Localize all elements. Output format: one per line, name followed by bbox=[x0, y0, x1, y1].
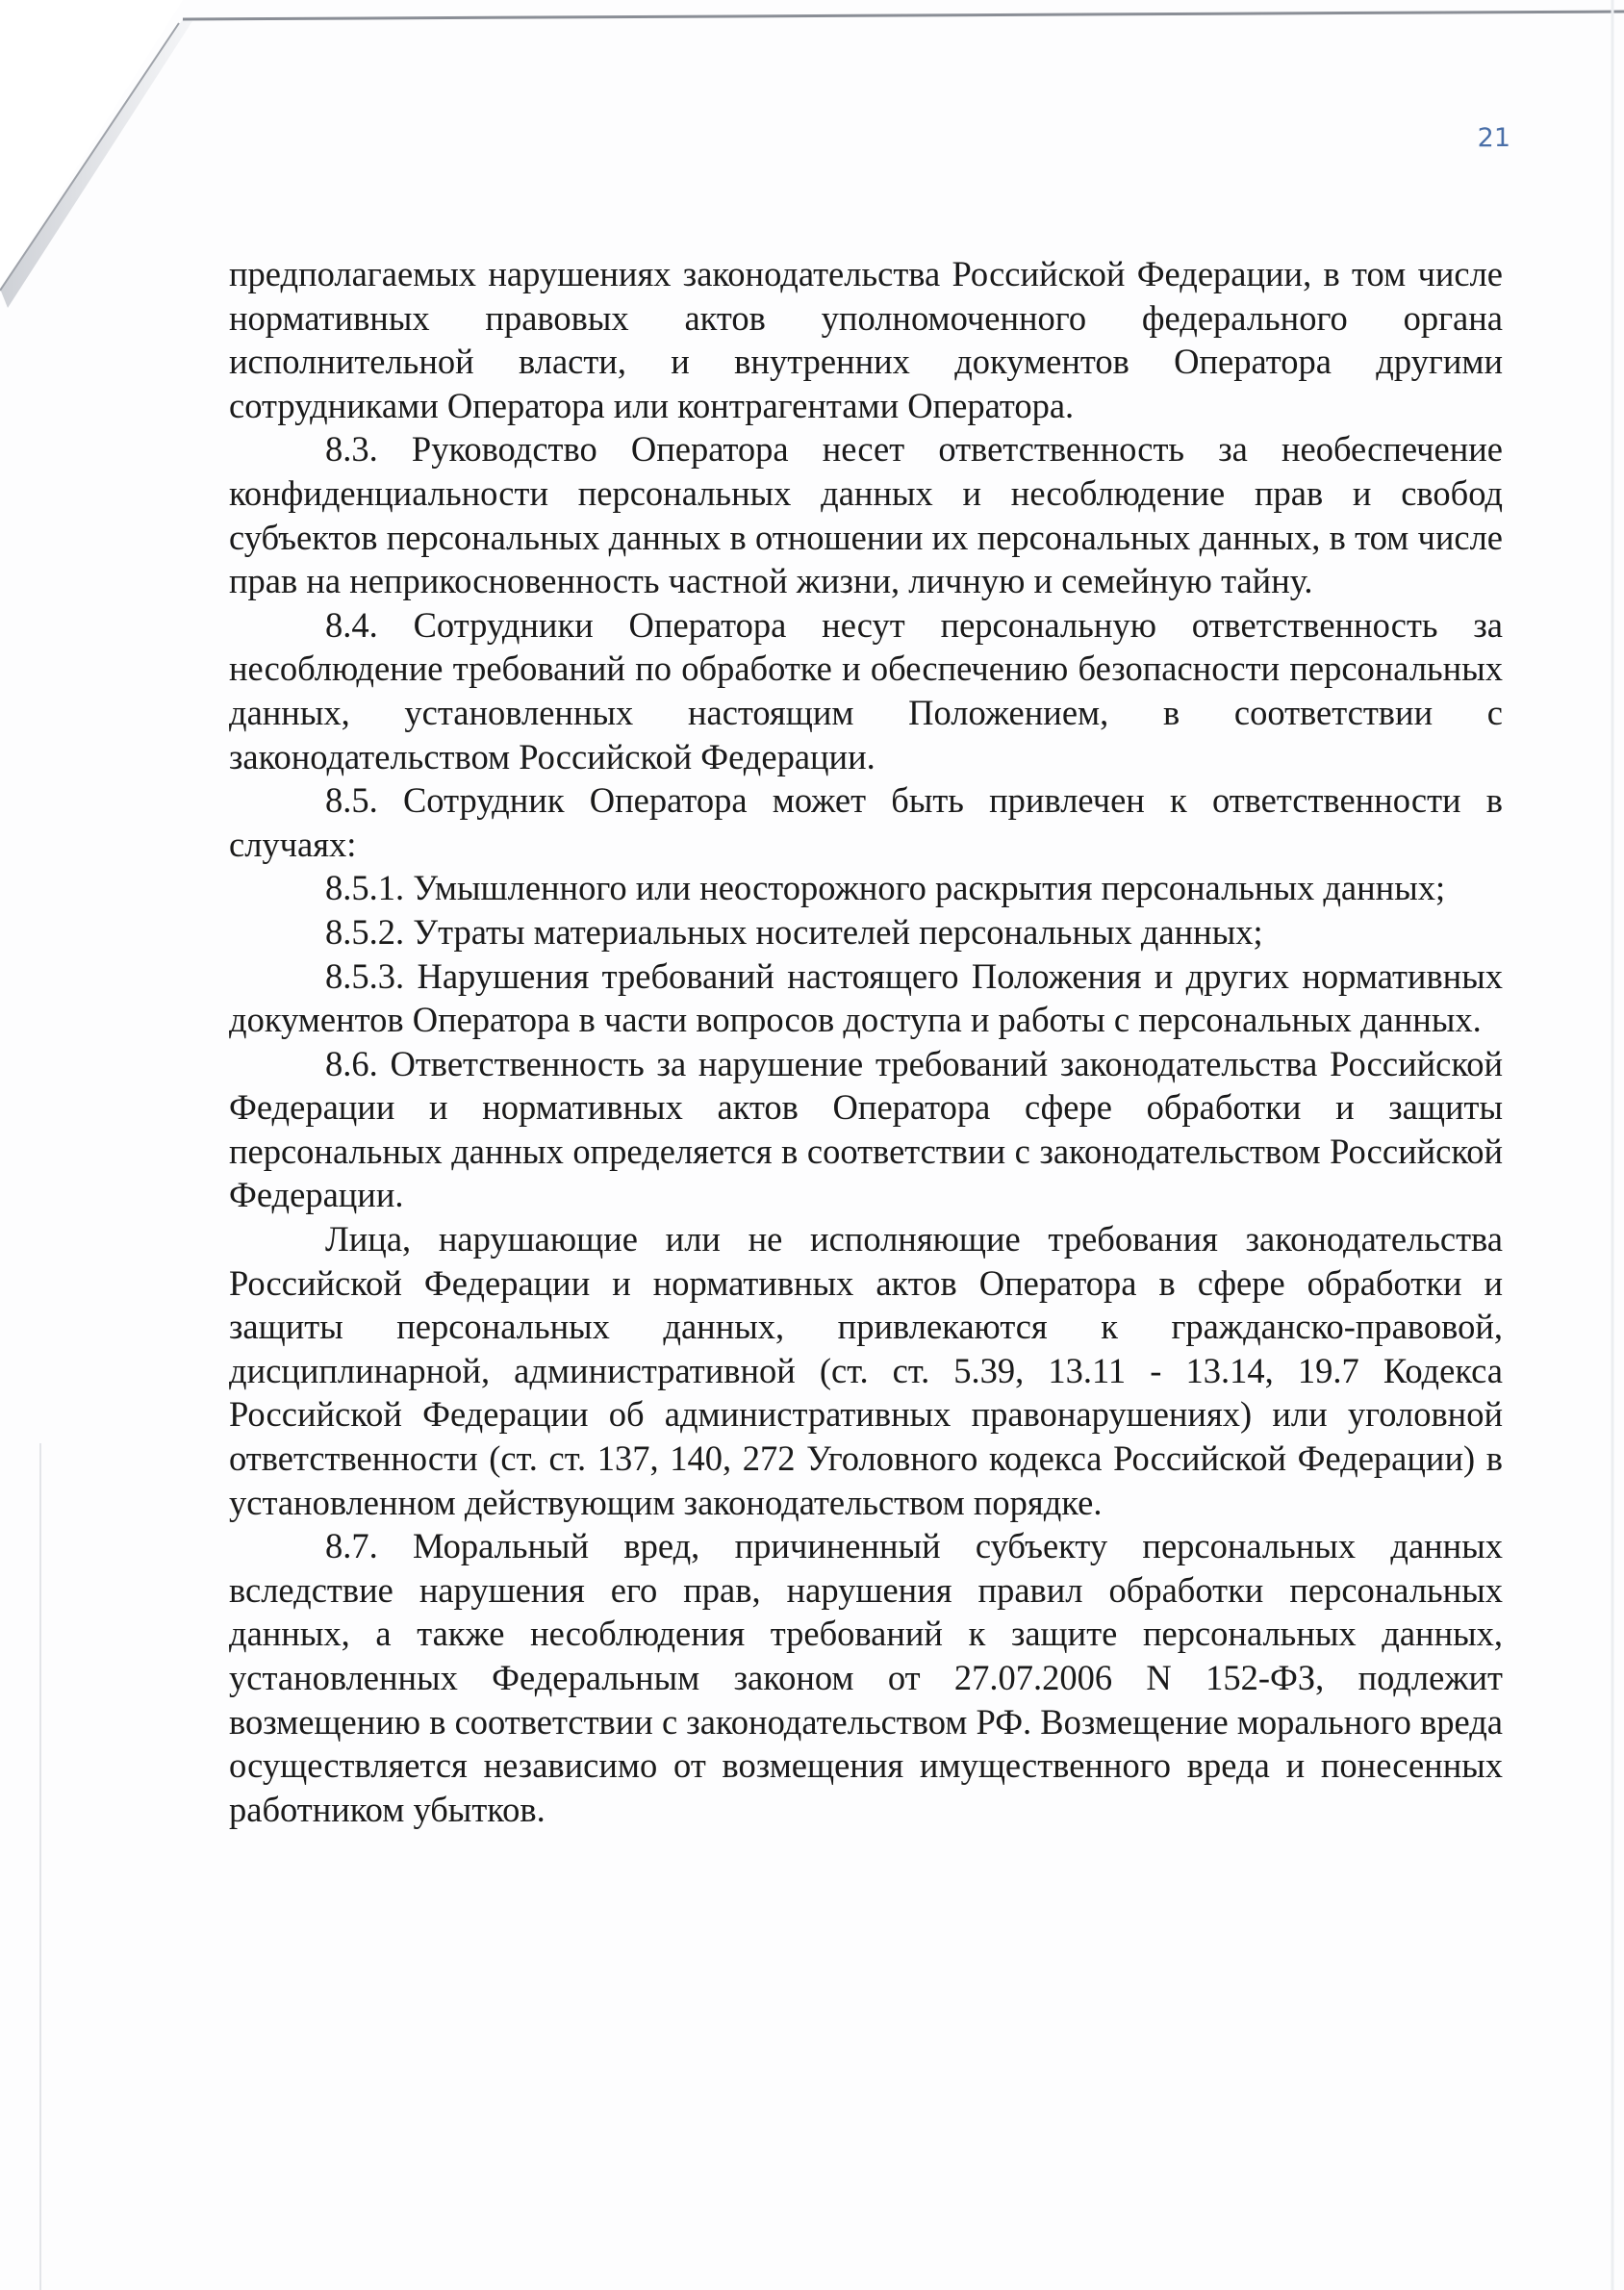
paragraph: 8.5. Сотрудник Оператора может быть привлечен к ответственности в случаях: bbox=[229, 780, 1503, 864]
paragraph: 8.7. Моральный вред, причиненный субъекту персональных данных вследствие нарушения его прав, нарушения правил обработки персональных данных, а также несоблюдения требований к защите персональных данных, установленных Федеральным законом от 27.07.2006 N 152-ФЗ, подлежит возмещению в соответствии с законодательством РФ. Возмещение морального вреда осуществляется независимо от возмещения имущественного вреда и понесенных работником убытков. bbox=[229, 1526, 1503, 1829]
paragraph: предполагаемых нарушениях законодательства Российской Федерации, в том числе нормативных правовых актов уполномоченного федерального органа исполнительной власти, и внутренних документов Оператора другими сотрудниками Оператора или контрагентами Оператора. bbox=[229, 254, 1503, 425]
page-number: 21 bbox=[1477, 123, 1510, 153]
paragraph: 8.5.2. Утраты материальных носителей персональных данных; bbox=[325, 911, 1263, 952]
document-body bbox=[229, 252, 1503, 1831]
paragraph: Лица, нарушающие или не исполняющие требования законодательства Российской Федерации и нормативных актов Оператора в сфере обработки и защиты персональных данных, привлекаются к гражданско-правовой, дисциплинарной, административной (ст. ст. 5.39, 13.11 - 13.14, 19.7 Кодекса Российской Федерации об административных правонарушениях) или уголовной ответственности (ст. ст. 137, 140, 272 Уголовного кодекса Российской Федерации) в установленном действующим законодательством порядке. bbox=[229, 1219, 1503, 1522]
paragraph: 8.6. Ответственность за нарушение требований законодательства Российской Федерации и нормативных актов Оператора сфере обработки и защиты персональных данных определяется в соответствии с законодательством Российской Федерации. bbox=[229, 1043, 1503, 1215]
paragraph: 8.5.3. Нарушения требований настоящего Положения и других нормативных документов Оператора в части вопросов доступа и работы с персональных данных. bbox=[229, 955, 1503, 1040]
paragraph: 8.5.1. Умышленного или неосторожного раскрытия персональных данных; bbox=[325, 868, 1446, 908]
paragraph: 8.4. Сотрудники Оператора несут персональную ответственность за несоблюдение требований по обработке и обеспечению безопасности персональных данных, установленных настоящим Положением, в соответствии с законодательством Российской Федерации. bbox=[229, 604, 1503, 776]
paragraph: 8.3. Руководство Оператора несет ответственность за необеспечение конфиденциальности персональных данных и несоблюдение прав и свобод субъектов персональных данных в отношении их персональных данных, в том числе прав на неприкосновенность частной жизни, личную и семейную тайну. bbox=[229, 429, 1503, 601]
